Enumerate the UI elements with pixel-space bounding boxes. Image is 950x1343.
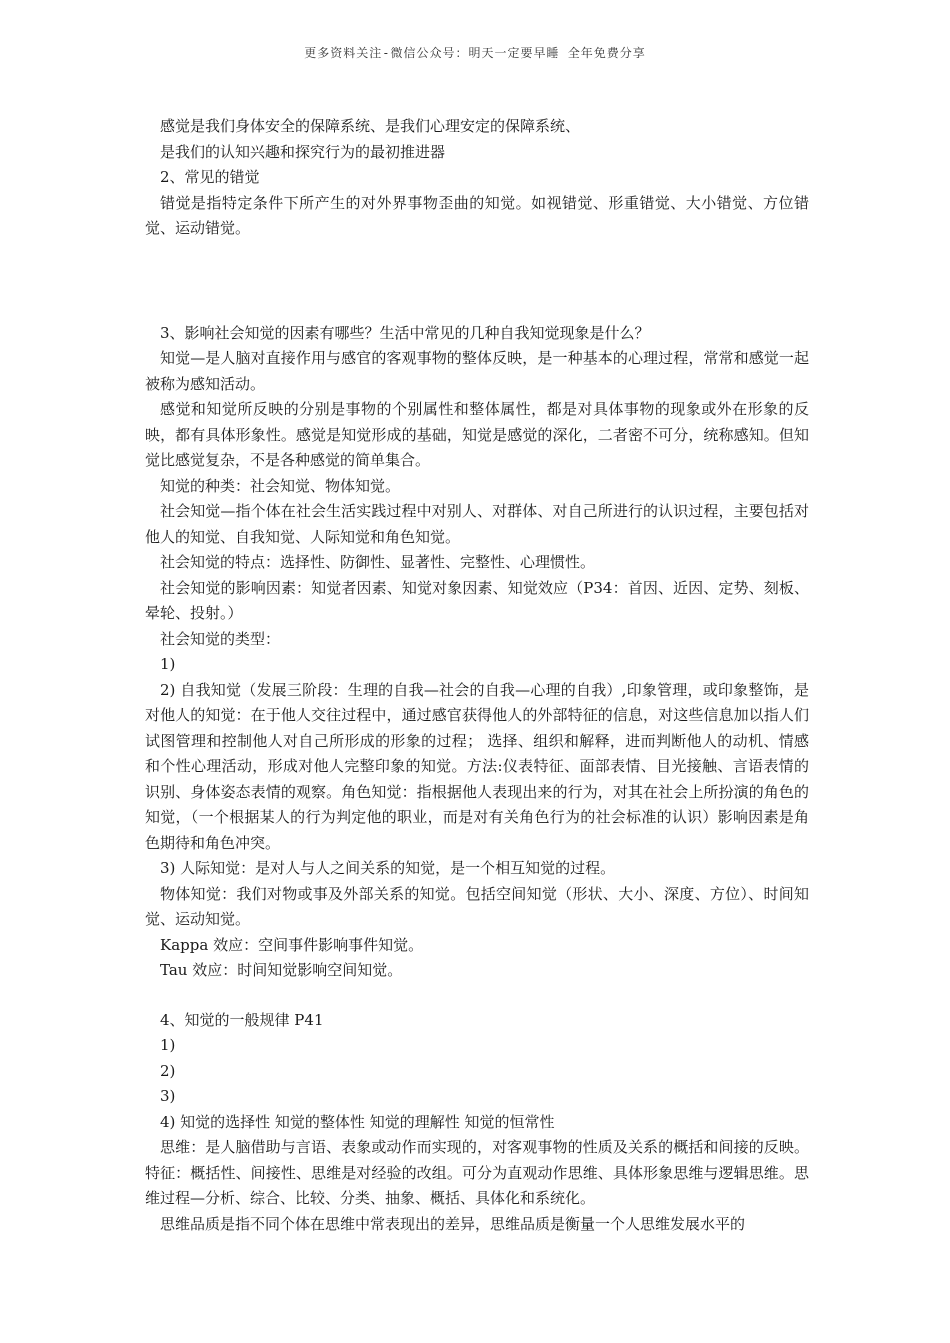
paragraph: 是我们的认知兴趣和探究行为的最初推进器 [160, 142, 446, 161]
section-heading: 3、影响社会知觉的因素有哪些？生活中常见的几种自我知觉现象是什么？ [160, 323, 650, 342]
list-item: 3) 人际知觉：是对人与人之间关系的知觉，是一个相互知觉的过程。 [160, 859, 616, 877]
paragraph: 社会知觉的影响因素：知觉者因素、知觉对象因素、知觉效应（P34：首因、近因、定势、刻板、晕轮、投射。） [145, 578, 809, 622]
spacer [145, 242, 809, 321]
list-item: 4) 知觉的选择性 知觉的整体性 知觉的理解性 知觉的恒常性 [160, 1112, 555, 1131]
paragraph: 社会知觉—指个体在社会生活实践过程中对别人、对群体、对自己所进行的认识过程，主要包括对他人的知觉、自我知觉、人际知觉和角色知觉。 [145, 502, 809, 546]
paragraph: 知觉的种类：社会知觉、物体知觉。 [160, 476, 401, 495]
paragraph: 知觉—是人脑对直接作用与感官的客观事物的整体反映，是一种基本的心理过程，常常和感觉一起被称为感知活动。 [145, 349, 809, 393]
section-heading: 4、知觉的一般规律 P41 [160, 1010, 324, 1029]
section-perception-laws [145, 1008, 809, 1238]
list-item: 3) [160, 1087, 176, 1105]
section-heading: 2、常见的错觉 [160, 168, 260, 186]
paragraph: 社会知觉的类型： [160, 629, 281, 648]
page-header: 更多资料关注-微信公众号：明天一定要早睡 全年免费分享 [304, 46, 646, 60]
section-perception-errors [145, 114, 809, 242]
paragraph: 错觉是指特定条件下所产生的对外界事物歪曲的知觉。如视错觉、形重错觉、大小错觉、方位错觉、运动错觉。 [145, 193, 809, 237]
paragraph: 社会知觉的特点：选择性、防御性、显著性、完整性、心理惯性。 [160, 553, 596, 571]
list-item: 2) [160, 1061, 176, 1080]
paragraph: 感觉和知觉所反映的分别是事物的个别属性和整体属性，都是对具体事物的现象或外在形象的反映，都有具体形象性。感觉是知觉形成的基础，知觉是感觉的深化，二者密不可分，统称感知。但知觉比感觉复杂，不是各种感觉的简单集合。 [145, 400, 809, 469]
paragraph: 思维：是人脑借助与言语、表象或动作而实现的，对客观事物的性质及关系的概括和间接的反映。特征：概括性、间接性、思维是对经验的改组。可分为直观动作思维、具体形象思维与逻辑思维。思维过程—分析、综合、比较、分类、抽象、概括、具体化和系统化。 [145, 1138, 809, 1207]
section-social-perception [145, 321, 809, 984]
paragraph: Tau 效应：时间知觉影响空间知觉。 [160, 961, 403, 979]
list-item: 1) [160, 655, 176, 673]
list-item: 1) [160, 1036, 176, 1054]
document-body [145, 114, 809, 1237]
paragraph: Kappa 效应：空间事件影响事件知觉。 [160, 935, 424, 954]
list-item: 2) 自我知觉（发展三阶段：生理的自我—社会的自我—心理的自我）,印象管理，或印象整饰，是对他人的知觉：在于他人交往过程中，通过感官获得他人的外部特征的信息，对这些信息加以指人们试图管理和控制他人对自己所形成的形象的过程； 选择、组织和解释，进而判断他人的动机、情感和个性心理活动，形成对他人完整印象的知觉。方法:仪表特征、面部表情、目光接触、言语表情的识别、身体姿态表情的观察。角色知觉：指根据他人表现出来的行为，对其在社会上所扮演的角色的知觉，（一个根据某人的行为判定他的职业，而是对有关角色行为的社会标准的认识）影响因素是角色期待和角色冲突。 [145, 680, 809, 852]
paragraph: 思维品质是指不同个体在思维中常表现出的差异，思维品质是衡量一个人思维发展水平的 [160, 1214, 746, 1233]
paragraph: 物体知觉：我们对物或事及外部关系的知觉。包括空间知觉（形状、大小、深度、方位）、时间知觉、运动知觉。 [145, 884, 809, 928]
paragraph: 感觉是我们身体安全的保障系统、是我们心理安定的保障系统、 [160, 117, 581, 135]
spacer [145, 984, 809, 1008]
